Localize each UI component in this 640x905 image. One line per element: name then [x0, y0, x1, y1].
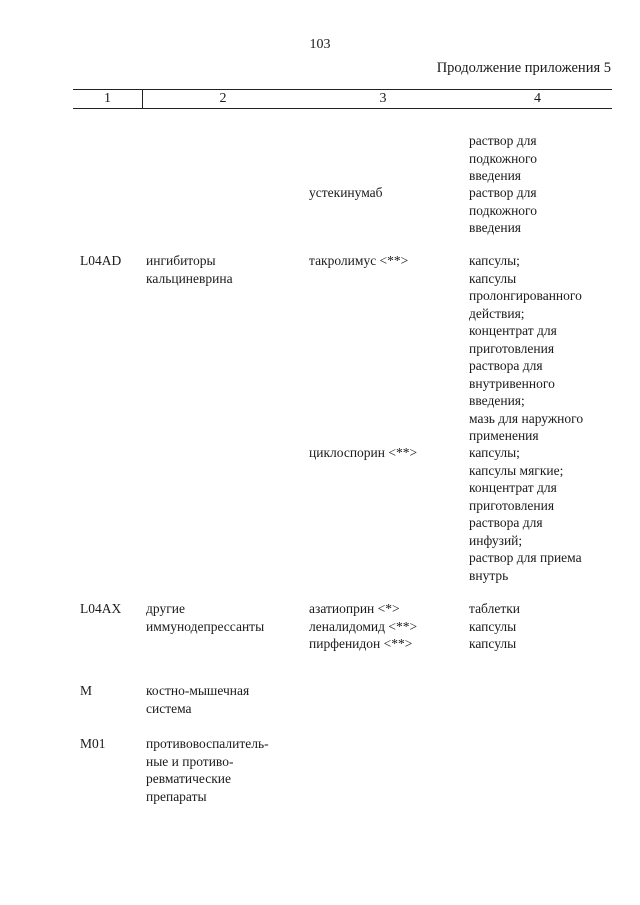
form-line: капсулы	[469, 636, 517, 651]
form-line: капсулы	[469, 618, 517, 634]
form-line: действия;	[469, 305, 525, 321]
form-line: введения	[469, 220, 522, 235]
atc-code: L04AD	[80, 253, 122, 268]
page-number: 103	[309, 37, 331, 52]
form-line: раствора для	[469, 515, 543, 530]
form-line: инфузий;	[469, 532, 523, 548]
form-line: подкожного	[469, 150, 537, 166]
drug-name: устекинумаб	[309, 185, 383, 200]
form-line: приготовления	[469, 497, 555, 513]
form-line: раствор для приема	[469, 550, 582, 565]
form-line: введения	[469, 168, 522, 183]
form-line: раствор для	[469, 133, 537, 148]
drug-name: циклоспорин <**>	[309, 445, 418, 460]
atc-code: M01	[80, 736, 106, 751]
continuation-title: Продолжение приложения 5	[436, 60, 611, 76]
form-line: раствор для	[469, 185, 537, 200]
form-line: концентрат для	[469, 323, 557, 338]
header-col-1: 1	[104, 91, 111, 106]
group-name: препараты	[146, 788, 207, 804]
form-line: внутрь	[469, 567, 509, 583]
form-line: капсулы	[469, 270, 517, 286]
form-line: введения;	[469, 393, 525, 408]
group-name: ревматические	[146, 771, 231, 786]
form-line: подкожного	[469, 202, 537, 218]
header-col-4: 4	[534, 91, 541, 106]
group-name: ные и противо-	[146, 753, 234, 769]
form-line: применения	[469, 428, 539, 443]
table-header	[73, 89, 612, 109]
header-col-2: 2	[219, 91, 227, 106]
group-name: костно-мышечная	[146, 683, 250, 698]
group-name: ингибиторы	[146, 253, 216, 268]
group-name: другие	[146, 601, 185, 616]
group-name: противовоспалитель-	[146, 736, 269, 751]
form-line: капсулы;	[469, 445, 520, 460]
drug-name: леналидомид <**>	[309, 618, 418, 634]
group-name: иммунодепрессанты	[146, 618, 265, 634]
form-line: внутривенного	[469, 375, 555, 391]
form-line: раствора для	[469, 358, 543, 373]
atc-code: M	[80, 683, 93, 698]
form-line: капсулы;	[469, 253, 520, 268]
form-line: мазь для наружного	[469, 410, 584, 426]
drug-name: такролимус <**>	[309, 253, 409, 268]
form-line: таблетки	[469, 601, 521, 616]
atc-code: L04AX	[80, 601, 122, 616]
drug-name: азатиоприн <*>	[309, 601, 400, 616]
form-line: концентрат для	[469, 480, 557, 495]
form-line: пролонгированного	[469, 288, 582, 303]
header-col-3: 3	[379, 91, 387, 106]
form-line: приготовления	[469, 340, 555, 356]
drug-name: пирфенидон <**>	[309, 636, 413, 651]
form-line: капсулы мягкие;	[469, 462, 564, 478]
group-name: система	[146, 700, 192, 716]
group-name: кальциневрина	[146, 270, 233, 286]
